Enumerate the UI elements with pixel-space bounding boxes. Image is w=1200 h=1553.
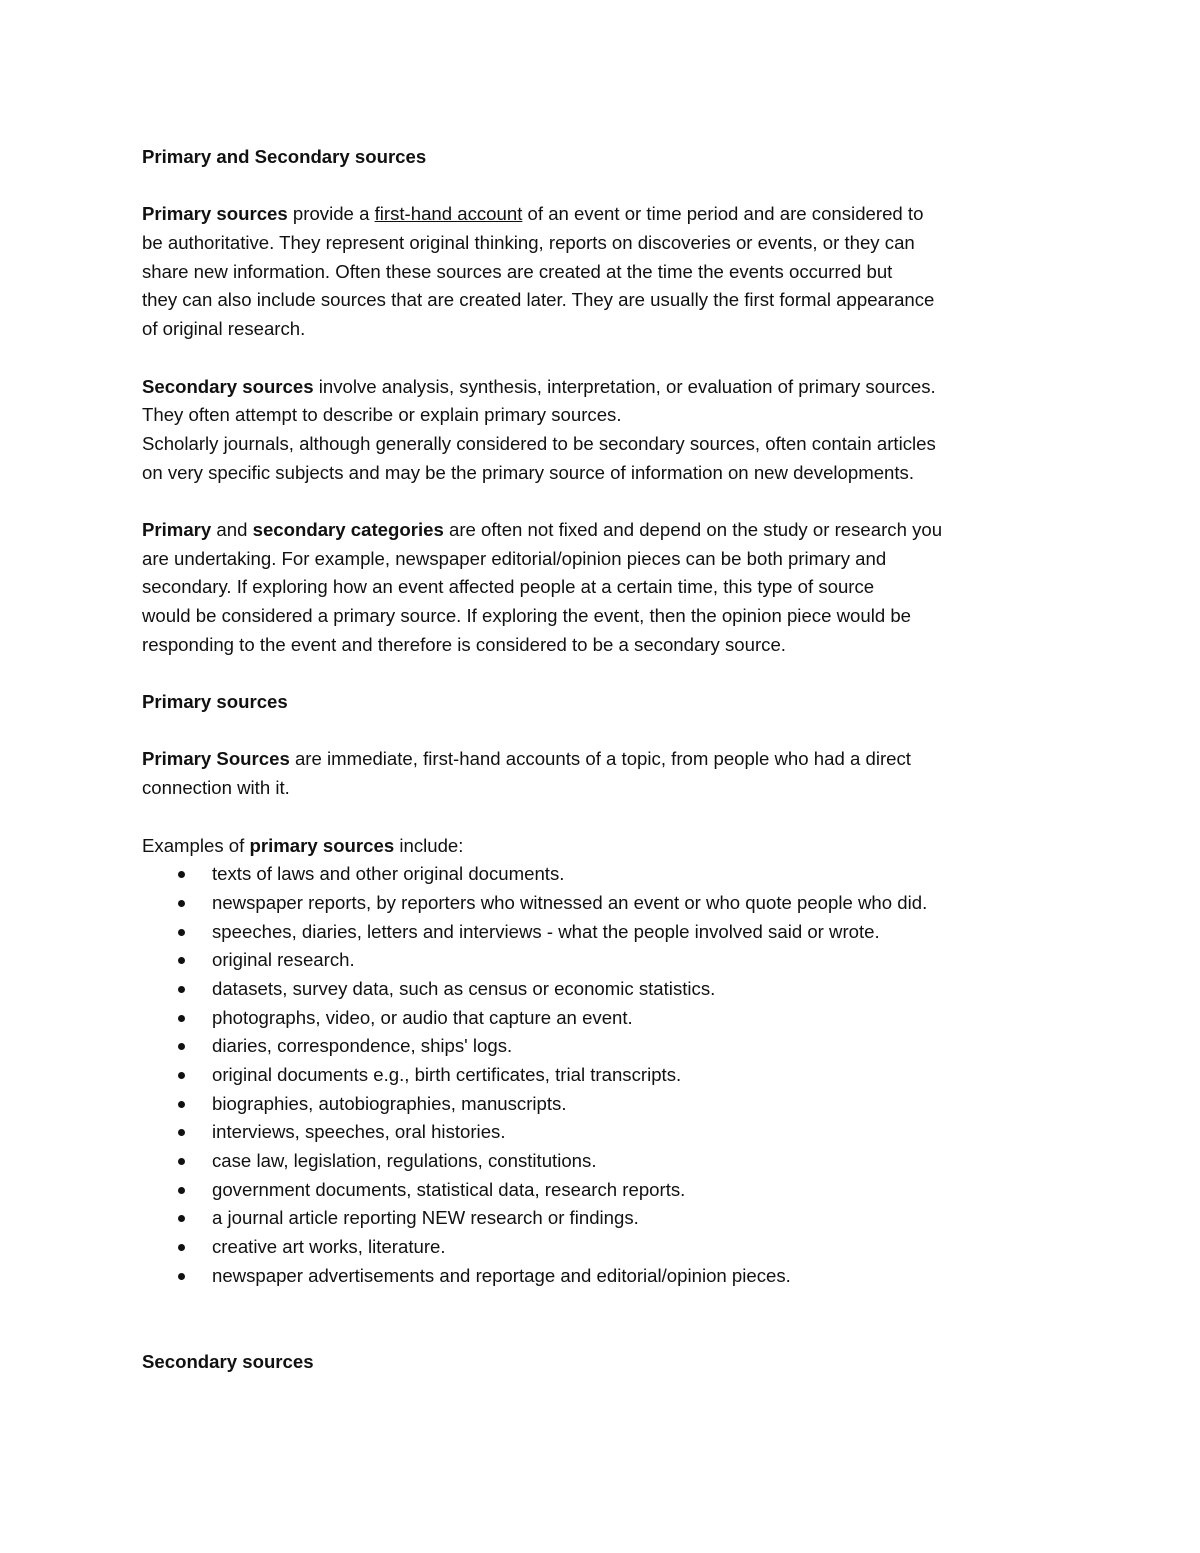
bullet-icon — [178, 929, 185, 936]
bold-text: primary sources — [249, 834, 395, 856]
list-item — [142, 1147, 1102, 1176]
text-run: share new information. Often these sources are created at the time the events occurred but — [142, 260, 893, 282]
text-line — [142, 229, 1102, 258]
bold-text: Secondary sources — [142, 375, 314, 397]
blank-line — [142, 172, 1102, 201]
text-run: photographs, video, or audio that capture an event. — [212, 1006, 633, 1028]
text-run: interviews, speeches, oral histories. — [212, 1121, 506, 1143]
list-item — [142, 946, 1102, 975]
text-line — [142, 373, 1102, 402]
section-heading — [142, 688, 1102, 717]
text-run: they can also include sources that are created later. They are usually the first formal appearance — [142, 289, 935, 311]
text-run: are undertaking. For example, newspaper editorial/opinion pieces can be both primary and — [142, 547, 887, 569]
list-item — [142, 918, 1102, 947]
text-line — [142, 573, 1102, 602]
blank-line — [142, 803, 1102, 832]
text-line — [142, 430, 1102, 459]
bullet-icon — [178, 1043, 185, 1050]
text-run: would be considered a primary source. If exploring the event, then the opinion piece would be — [142, 605, 912, 626]
bullet-icon — [178, 986, 185, 993]
text-run: on very specific subjects and may be the primary source of information on new developments. — [142, 461, 915, 483]
bullet-icon — [178, 957, 185, 964]
blank-line — [142, 1319, 1102, 1348]
text-run: include: — [394, 834, 464, 856]
text-run: Scholarly journals, although generally considered to be secondary sources, often contain articles — [142, 432, 936, 454]
list-item — [142, 1090, 1102, 1119]
list-item — [142, 1004, 1102, 1033]
text-run: datasets, survey data, such as census or economic statistics. — [212, 977, 716, 999]
text-run: provide a — [287, 203, 375, 225]
text-line — [142, 516, 1102, 545]
text-line — [142, 401, 1102, 430]
text-line — [142, 315, 1102, 344]
text-line — [142, 832, 1102, 861]
text-run: connection with it. — [142, 777, 290, 799]
bullet-icon — [178, 1072, 185, 1079]
text-run: newspaper advertisements and reportage and editorial/opinion pieces. — [212, 1264, 791, 1286]
bullet-icon — [178, 1015, 185, 1022]
bullet-icon — [178, 1215, 185, 1222]
text-run: of an event or time period and are considered to — [522, 203, 924, 225]
text-run: responding to the event and therefore is considered to be a secondary source. — [142, 633, 786, 655]
text-run: They often attempt to describe or explain primary sources. — [142, 404, 622, 426]
blank-line — [142, 717, 1102, 746]
bold-text: Primary and Secondary sources — [142, 146, 427, 167]
list-item — [142, 1032, 1102, 1061]
text-run: case law, legislation, regulations, constitutions. — [212, 1150, 597, 1172]
list-item — [142, 975, 1102, 1004]
text-run: texts of laws and other original documents. — [212, 863, 565, 885]
text-line — [142, 459, 1102, 488]
text-run: be authoritative. They represent original thinking, reports on discoveries or events, or they can — [142, 232, 915, 254]
text-line — [142, 745, 1102, 774]
text-run: original documents e.g., birth certificates, trial transcripts. — [212, 1064, 682, 1085]
text-line — [142, 200, 1102, 229]
bullet-icon — [178, 1187, 185, 1194]
list-item — [142, 1118, 1102, 1147]
bullet-icon — [178, 1158, 185, 1165]
text-run: creative art works, literature. — [212, 1236, 446, 1258]
list-item — [142, 1262, 1102, 1291]
list-item — [142, 889, 1102, 918]
text-run: are often not fixed and depend on the study or research you — [443, 518, 943, 540]
text-line — [142, 631, 1102, 660]
list-item — [142, 1204, 1102, 1233]
bold-text: Primary — [142, 518, 212, 540]
bullet-icon — [178, 1101, 185, 1108]
blank-line — [142, 659, 1102, 688]
text-run: are immediate, first-hand accounts of a topic, from people who had a direct — [289, 748, 911, 770]
bold-text: secondary categories — [252, 518, 444, 540]
section-heading — [142, 1348, 1102, 1377]
text-line — [142, 545, 1102, 574]
text-run: of original research. — [142, 318, 306, 340]
text-line — [142, 258, 1102, 287]
list-item — [142, 1176, 1102, 1205]
blank-line — [142, 1291, 1102, 1320]
bold-text: Primary sources — [142, 203, 288, 225]
blank-line — [142, 487, 1102, 516]
underlined-text: first-hand account — [374, 203, 523, 225]
text-run: Examples of — [142, 834, 250, 856]
text-run: involve analysis, synthesis, interpretation, or evaluation of primary sources. — [313, 375, 936, 397]
bullet-icon — [178, 871, 185, 878]
bold-text: Primary sources — [142, 691, 288, 713]
text-run: diaries, correspondence, ships' logs. — [212, 1035, 513, 1057]
text-run: government documents, statistical data, research reports. — [212, 1178, 686, 1200]
document-title — [142, 143, 1102, 172]
bold-text: Primary Sources — [142, 748, 290, 770]
text-run: speeches, diaries, letters and interviews - what the people involved said or wrote. — [212, 920, 880, 942]
text-line — [142, 286, 1102, 315]
bullet-icon — [178, 1273, 185, 1280]
text-run: a journal article reporting NEW research or findings. — [212, 1207, 639, 1229]
text-run: biographies, autobiographies, manuscripts. — [212, 1092, 567, 1114]
bold-text: Secondary sources — [142, 1350, 314, 1372]
text-run: secondary. If exploring how an event affected people at a certain time, this type of source — [142, 576, 875, 598]
bullet-icon — [178, 900, 185, 907]
text-run: newspaper reports, by reporters who witnessed an event or who quote people who did. — [212, 891, 928, 913]
text-run: original research. — [212, 949, 355, 971]
bullet-icon — [178, 1244, 185, 1251]
list-item — [142, 1061, 1102, 1090]
document-page — [142, 143, 1102, 1377]
text-line — [142, 774, 1102, 803]
text-run: and — [211, 518, 253, 540]
blank-line — [142, 344, 1102, 373]
text-line — [142, 602, 1102, 631]
bullet-icon — [178, 1129, 185, 1136]
list-item — [142, 1233, 1102, 1262]
list-item — [142, 860, 1102, 889]
